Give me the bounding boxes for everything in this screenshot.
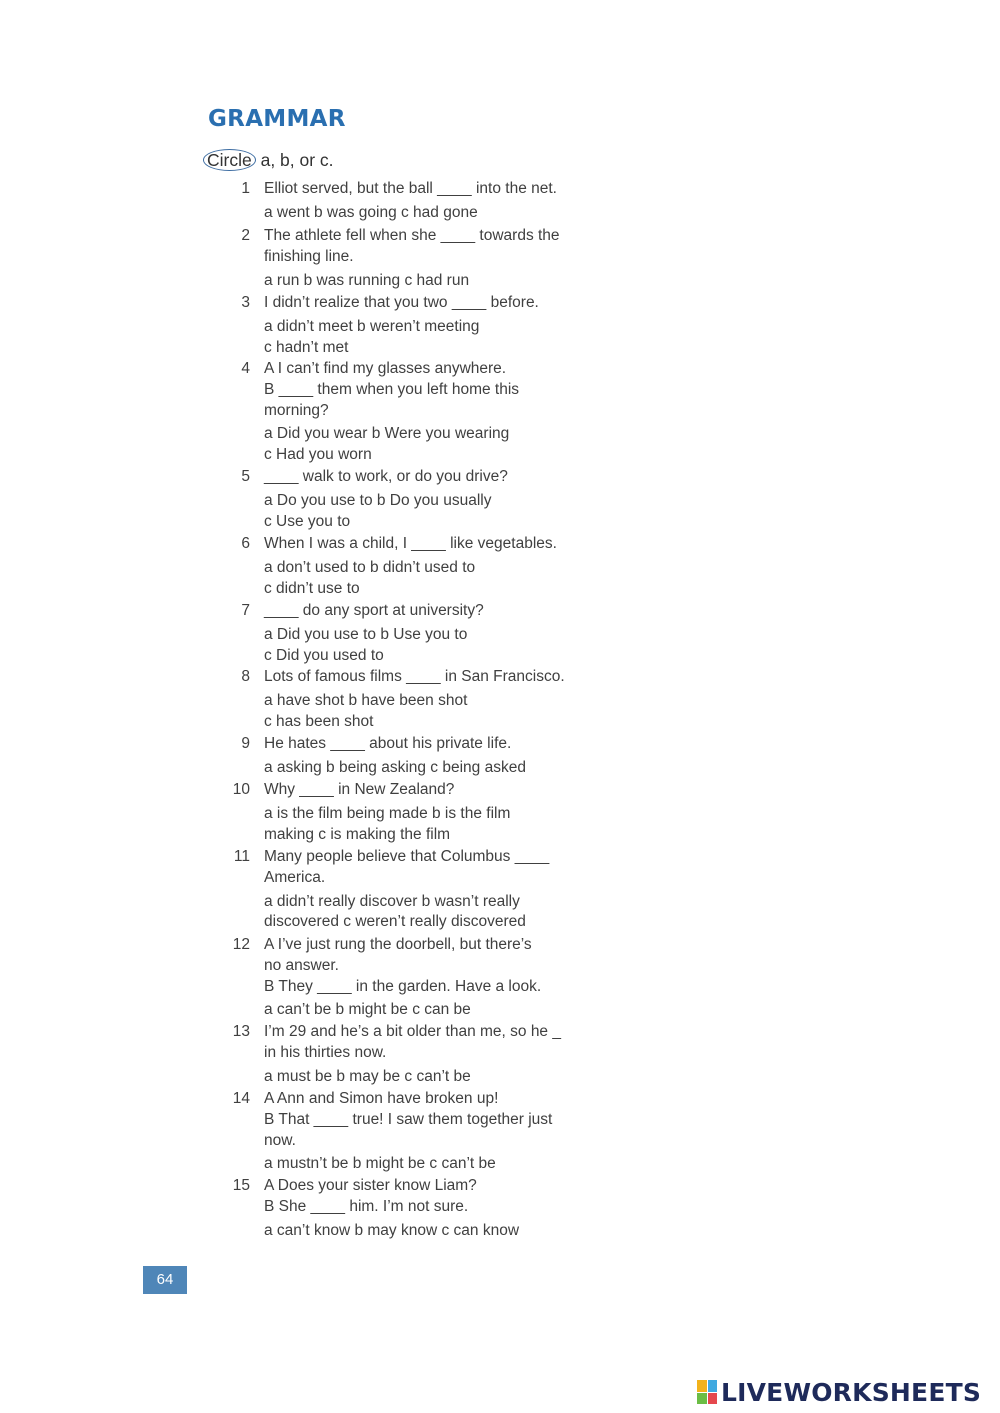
question-number: 3: [241, 294, 250, 311]
answer-options[interactable]: a didn’t meet b weren’t meeting: [264, 317, 480, 335]
question-number: 1: [241, 180, 250, 197]
section-heading: GRAMMAR: [208, 106, 346, 132]
question-number: 12: [232, 936, 250, 953]
answer-options[interactable]: c Had you worn: [264, 446, 372, 464]
question-text: ____ do any sport at university?: [264, 602, 484, 619]
question-text: A Does your sister know Liam?: [264, 1177, 477, 1194]
question-text: Many people believe that Columbus ____: [264, 848, 550, 865]
question-number: 8: [241, 668, 250, 685]
answer-options[interactable]: c hadn’t met: [264, 338, 349, 356]
answer-options[interactable]: a run b was running c had run: [264, 271, 470, 289]
instruction: [207, 149, 334, 171]
question-number: 6: [241, 535, 250, 552]
answer-options[interactable]: discovered c weren’t really discovered: [264, 913, 526, 931]
instruction-text: a, b, or c.: [255, 150, 334, 170]
question-text: B She ____ him. I’m not sure.: [264, 1197, 469, 1215]
answer-options[interactable]: a went b was going c had gone: [264, 203, 478, 221]
answer-options[interactable]: a don’t used to b didn’t used to: [264, 558, 476, 576]
question-text: America.: [264, 868, 326, 886]
question-number: 2: [241, 227, 250, 244]
answer-options[interactable]: c Did you used to: [264, 646, 384, 664]
answer-options[interactable]: a didn’t really discover b wasn’t really: [264, 892, 520, 910]
question-text: B They ____ in the garden. Have a look.: [264, 977, 542, 995]
question-text: The athlete fell when she ____ towards the: [264, 227, 560, 244]
answer-options[interactable]: a Did you wear b Were you wearing: [264, 425, 510, 443]
answer-options[interactable]: making c is making the film: [264, 825, 451, 843]
question-number: 10: [232, 781, 250, 798]
question-number: 5: [241, 468, 250, 485]
question-text: A I can’t find my glasses anywhere.: [264, 360, 507, 377]
question-number: 11: [233, 848, 250, 865]
question-number: 13: [232, 1023, 250, 1040]
question-text: A Ann and Simon have broken up!: [264, 1090, 499, 1107]
answer-options[interactable]: c Use you to: [264, 512, 351, 530]
brand-name: LIVEWORKSHEETS: [721, 1377, 982, 1407]
liveworksheets-logo-icon: [697, 1380, 717, 1404]
answer-options[interactable]: a is the film being made b is the film: [264, 804, 511, 822]
question-number: 14: [232, 1090, 250, 1107]
question-text: B That ____ true! I saw them together just: [264, 1110, 553, 1128]
question-text: Elliot served, but the ball ____ into the net.: [264, 180, 557, 197]
question-text: A I’ve just rung the doorbell, but there’s: [264, 936, 532, 953]
page-number-badge: 64: [143, 1266, 187, 1294]
question-text: I’m 29 and he’s a bit older than me, so he _: [264, 1023, 561, 1040]
question-number: 7: [241, 602, 250, 619]
question-number: 9: [241, 735, 250, 752]
question-text: finishing line.: [264, 247, 354, 265]
question-number: 4: [241, 360, 250, 377]
answer-options[interactable]: a Did you use to b Use you to: [264, 625, 468, 643]
answer-options[interactable]: a mustn’t be b might be c can’t be: [264, 1155, 496, 1173]
question-text: now.: [264, 1131, 296, 1149]
answer-options[interactable]: a asking b being asking c being asked: [264, 758, 526, 776]
question-text: He hates ____ about his private life.: [264, 735, 512, 752]
question-number: 15: [232, 1177, 250, 1194]
answer-options[interactable]: a Do you use to b Do you usually: [264, 491, 492, 509]
question-text: Why ____ in New Zealand?: [264, 781, 455, 798]
question-text: I didn’t realize that you two ____ before.: [264, 294, 539, 311]
question-text: ____ walk to work, or do you drive?: [264, 468, 508, 485]
question-text: Lots of famous films ____ in San Francisco.: [264, 668, 565, 685]
answer-options[interactable]: a must be b may be c can’t be: [264, 1067, 471, 1085]
answer-options[interactable]: c didn’t use to: [264, 579, 360, 597]
question-text: When I was a child, I ____ like vegetables.: [264, 535, 557, 552]
question-text: morning?: [264, 401, 329, 419]
brand-footer: [697, 1376, 981, 1408]
question-text: B ____ them when you left home this: [264, 380, 520, 398]
question-text: in his thirties now.: [264, 1043, 387, 1061]
answer-options[interactable]: a can’t know b may know c can know: [264, 1221, 520, 1239]
question-text: no answer.: [264, 956, 339, 974]
circled-word: Circle: [203, 149, 256, 171]
answer-options[interactable]: a have shot b have been shot: [264, 691, 468, 709]
answer-options[interactable]: c has been shot: [264, 712, 374, 730]
answer-options[interactable]: a can’t be b might be c can be: [264, 1001, 471, 1019]
